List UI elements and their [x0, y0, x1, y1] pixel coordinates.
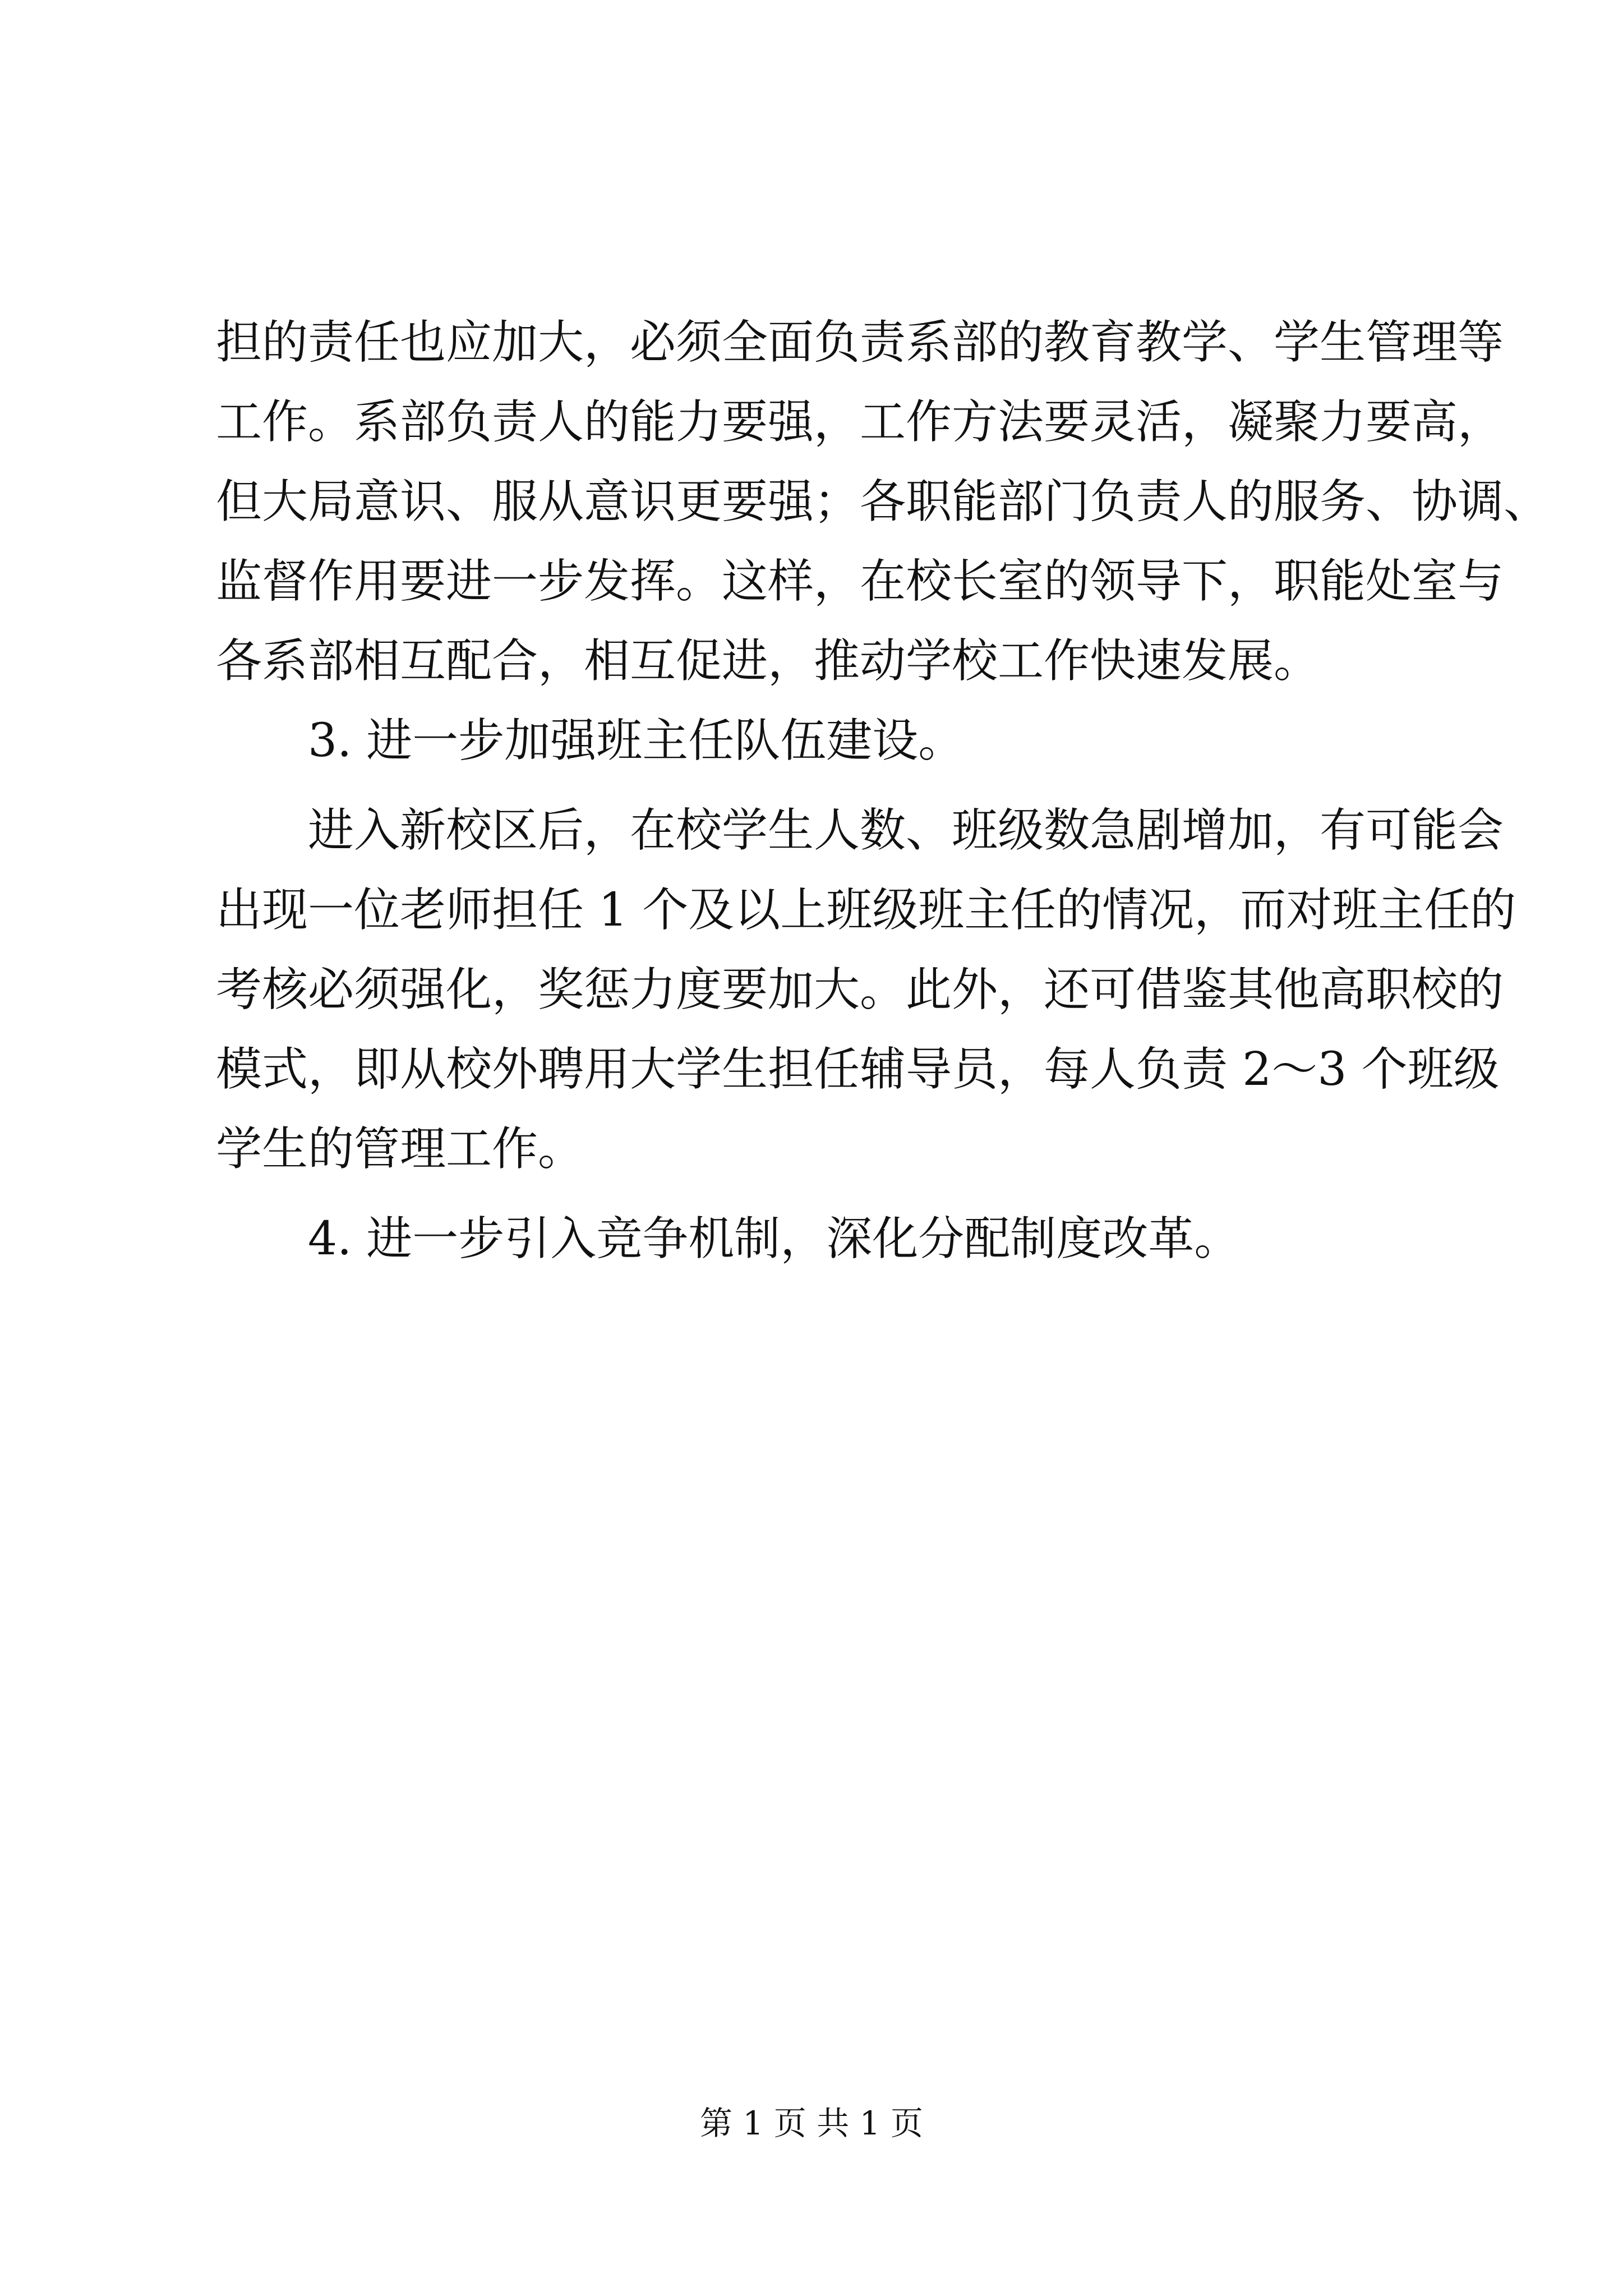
paragraph-line: 监督作用要进一步发挥。这样，在校长室的领导下，职能处室与 [216, 555, 1504, 608]
paragraph-line: 进入新校区后，在校学生人数、班级数急剧增加，有可能会 [308, 804, 1504, 857]
section-heading-4: 4. 进一步引入竞争机制，深化分配制度改革。 [308, 1212, 1241, 1266]
paragraph-line: 工作。系部负责人的能力要强，工作方法要灵活，凝聚力要高， [216, 395, 1504, 449]
paragraph-line: 学生的管理工作。 [216, 1122, 584, 1176]
paragraph-line: 各系部相互配合，相互促进，推动学校工作快速发展。 [216, 634, 1320, 688]
paragraph-line: 模式，即从校外聘用大学生担任辅导员，每人负责 2～3 个班级 [216, 1043, 1500, 1096]
page-footer: 第 1 页 共 1 页 [700, 2104, 923, 2142]
document-body [216, 303, 1550, 1279]
paragraph-line: 但大局意识、服从意识更要强；各职能部门负责人的服务、协调、 [216, 475, 1550, 528]
paragraph-line: 担的责任也应加大，必须全面负责系部的教育教学、学生管理等 [216, 316, 1504, 369]
paragraph-line: 出现一位老师担任 1 个及以上班级班主任的情况，而对班主任的 [216, 884, 1516, 937]
paragraph-line: 考核必须强化，奖惩力度要加大。此外，还可借鉴其他高职校的 [216, 963, 1504, 1016]
section-heading-3: 3. 进一步加强班主任队伍建设。 [308, 714, 965, 767]
